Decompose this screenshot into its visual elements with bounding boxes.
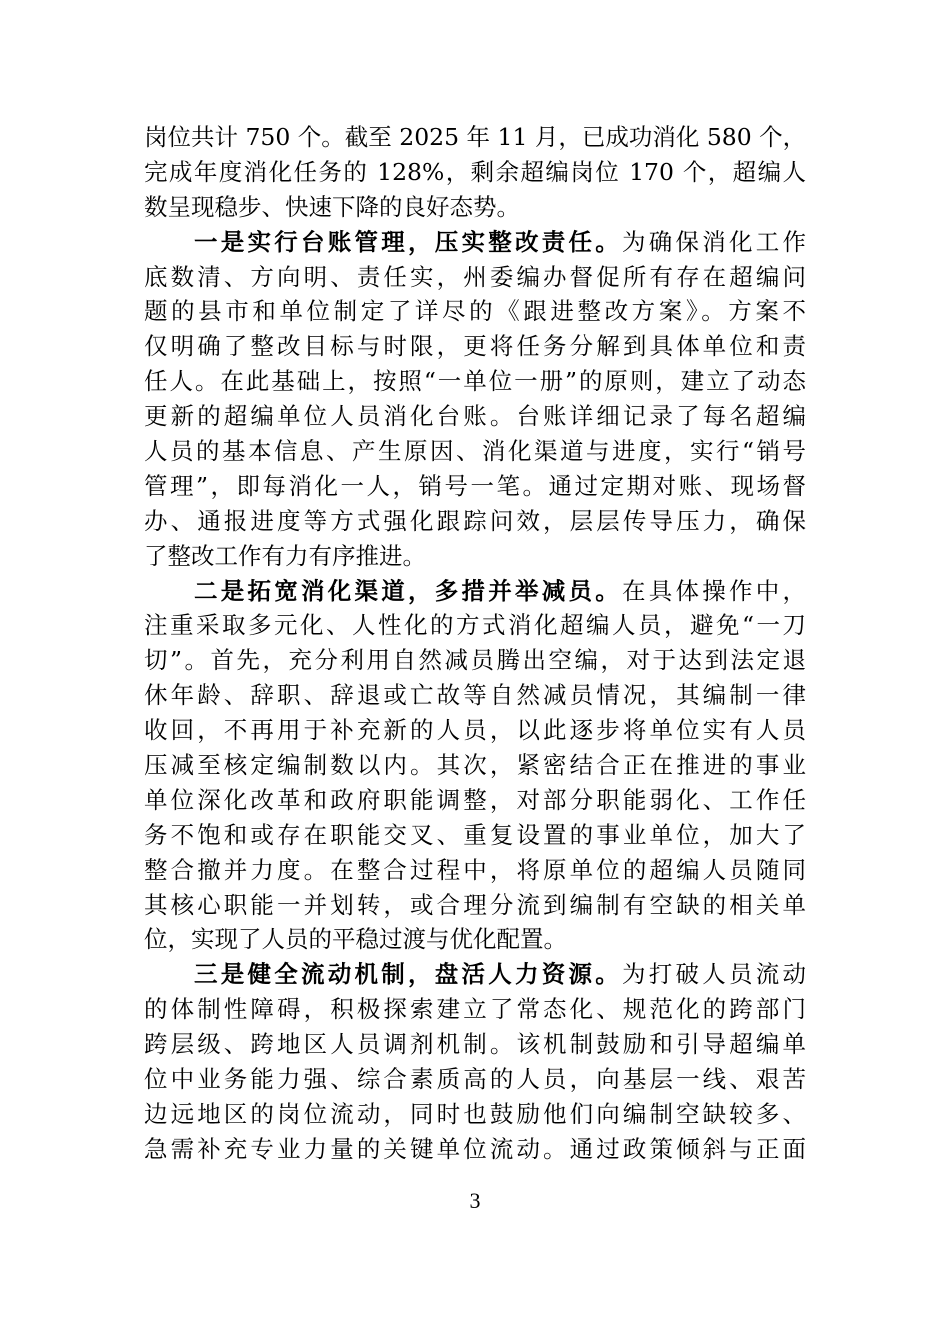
section-1-lead-text: 为确保消化工作 [622,227,806,256]
section-3-lead-text: 为打破人员流动 [622,960,806,989]
text-line: 注重采取多元化、人性化的方式消化超编人员，避免“一刀 [144,611,806,640]
text-line: 位，实现了人员的平稳过渡与优化配置。 [144,925,567,954]
text-line: 岗位共计 750 个。截至 2025 年 11 月，已成功消化 580 个， [144,123,806,151]
section-3-first-line [144,957,806,992]
document-body [144,120,806,1167]
text-line: 完成年度消化任务的 128%，剩余超编岗位 170 个，超编人 [144,157,806,186]
text-line: 任人。在此基础上，按照“一单位一册”的原则，建立了动态 [144,367,806,396]
text-line: 休年龄、辞职、辞退或亡故等自然减员情况，其编制一律 [144,681,806,710]
section-2-lead-text: 在具体操作中， [622,576,806,605]
section-2-heading: 二是拓宽消化渠道，多措并举减员。 [194,576,622,605]
text-line: 压减至核定编制数以内。其次，紧密结合正在推进的事业 [144,751,806,780]
text-line: 仅明确了整改目标与时限，更将任务分解到具体单位和责 [144,332,806,361]
text-line: 务不饱和或存在职能交叉、重复设置的事业单位，加大了 [144,820,806,849]
text-line: 单位深化改革和政府职能调整，对部分职能弱化、工作任 [144,785,806,814]
text-line: 收回，不再用于补充新的人员，以此逐步将单位实有人员 [144,716,806,745]
text-line: 跨层级、跨地区人员调剂机制。该机制鼓励和引导超编单 [144,1030,806,1059]
text-line: 办、通报进度等方式强化跟踪问效，层层传导压力，确保 [144,506,806,535]
section-2-first-line [144,574,806,609]
text-line: 切”。首先，充分利用自然减员腾出空编，对于达到法定退 [144,646,806,675]
text-line: 急需补充专业力量的关键单位流动。通过政策倾斜与正面 [144,1134,806,1163]
text-line: 管理”，即每消化一人，销号一笔。通过定期对账、现场督 [144,471,806,500]
section-1-heading: 一是实行台账管理，压实整改责任。 [194,227,622,256]
text-line: 底数清、方向明、责任实，州委编办督促所有存在超编问 [144,262,806,291]
text-line: 边远地区的岗位流动，同时也鼓励他们向编制空缺较多、 [144,1099,806,1128]
page-number: 3 [469,1188,481,1213]
text-line: 其核心职能一并划转，或合理分流到编制有空缺的相关单 [144,890,806,919]
text-line: 题的县市和单位制定了详尽的《跟进整改方案》。方案不 [144,297,806,326]
text-line: 位中业务能力强、综合素质高的人员，向基层一线、艰苦 [144,1065,806,1094]
text-line: 了整改工作有力有序推进。 [144,541,426,570]
text-line: 的体制性障碍，积极探索建立了常态化、规范化的跨部门 [144,995,806,1024]
text-line: 人员的基本信息、产生原因、消化渠道与进度，实行“销号 [144,437,806,466]
section-1-first-line [144,225,806,260]
text-line: 更新的超编单位人员消化台账。台账详细记录了每名超编 [144,402,806,431]
text-line: 整合撤并力度。在整合过程中，将原单位的超编人员随同 [144,855,806,884]
text-line: 数呈现稳步、快速下降的良好态势。 [144,192,520,221]
section-3-heading: 三是健全流动机制，盘活人力资源。 [194,960,622,989]
